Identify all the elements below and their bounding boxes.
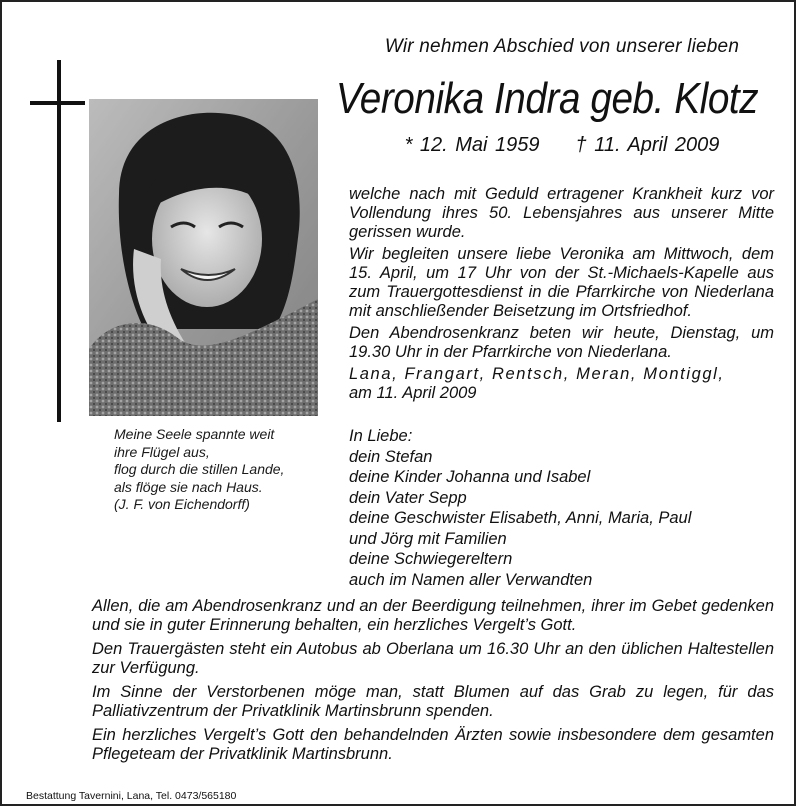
deceased-name: Veronika Indra geb. Klotz bbox=[335, 74, 759, 123]
mourner: deine Schwiegereltern bbox=[349, 550, 513, 568]
closing-paragraph: Im Sinne der Verstorbenen möge man, statt Blumen auf das Grab zu legen, für das Palliativzentrum der Privatklinik Martinsbrunn spenden. bbox=[92, 683, 774, 720]
memorial-quote bbox=[114, 426, 324, 514]
mourner: und Jörg mit Familien bbox=[349, 529, 507, 548]
funeral-home-credit: Bestattung Tavernini, Lana, Tel. 0473/565180 bbox=[26, 790, 237, 802]
announcement-paragraph: Den Abendrosenkranz beten wir heute, Dienstag, um 19.30 Uhr in der Pfarrkirche von Niederlana. bbox=[349, 324, 774, 361]
birth-date: * 12. Mai 1959 bbox=[404, 134, 540, 156]
places: Lana, Frangart, Rentsch, Meran, Montiggl, bbox=[349, 365, 725, 383]
quote-line: Meine Seele spannte weit bbox=[114, 426, 275, 442]
mourner: deine Geschwister Elisabeth, Anni, Maria, Paul bbox=[349, 509, 692, 527]
life-dates bbox=[362, 134, 762, 157]
closing-paragraph: Den Trauergästen steht ein Autobus ab Oberlana um 16.30 Uhr an den üblichen Haltestellen zur Verfügung. bbox=[92, 640, 774, 677]
closing-paragraph: Allen, die am Abendrosenkranz und an der Beerdigung teilnehmen, ihrer im Gebet gedenken und sie in guter Erinnerung behalten, ein herzliches Vergelt’s Gott. bbox=[92, 597, 774, 634]
portrait-photo bbox=[89, 99, 318, 416]
mourners-intro: In Liebe: bbox=[349, 427, 413, 445]
place-date: am 11. April 2009 bbox=[349, 384, 477, 402]
mourner: dein Vater Sepp bbox=[349, 488, 467, 507]
quote-author: (J. F. von Eichendorff) bbox=[114, 496, 250, 512]
closing-text bbox=[92, 597, 774, 769]
announcement-paragraph: welche nach mit Geduld ertragener Krankheit kurz vor Vollendung ihres 50. Lebensjahres aus unserer Mitte gerissen wurde. bbox=[349, 185, 774, 241]
closing-paragraph: Ein herzliches Vergelt’s Gott den behandelnden Ärzten sowie insbesondere dem gesamten Pflegeteam der Privatklinik Martinsbrunn. bbox=[92, 726, 774, 763]
cross-icon bbox=[57, 60, 61, 422]
mourner: dein Stefan bbox=[349, 447, 433, 466]
mourner: auch im Namen aller Verwandten bbox=[349, 570, 593, 589]
quote-line: als flöge sie nach Haus. bbox=[114, 478, 263, 495]
announcement-text bbox=[349, 185, 774, 403]
death-date: † 11. April 2009 bbox=[575, 134, 720, 156]
mourners-list bbox=[349, 426, 779, 590]
announcement-paragraph: Wir begleiten unsere liebe Veronika am Mittwoch, dem 15. April, um 17 Uhr von der St.-Michaels-Kapelle aus zum Trauergottesdienst in die Pfarrkirche von Niederlana mit anschließender Beisetzung im Ortsfriedhof. bbox=[349, 245, 774, 320]
cross-icon-bar bbox=[30, 101, 85, 105]
mourner: deine Kinder Johanna und Isabel bbox=[349, 468, 591, 486]
heading: Wir nehmen Abschied von unserer lieben bbox=[384, 36, 740, 57]
quote-line: flog durch die stillen Lande, bbox=[114, 461, 285, 477]
quote-line: ihre Flügel aus, bbox=[114, 443, 210, 460]
